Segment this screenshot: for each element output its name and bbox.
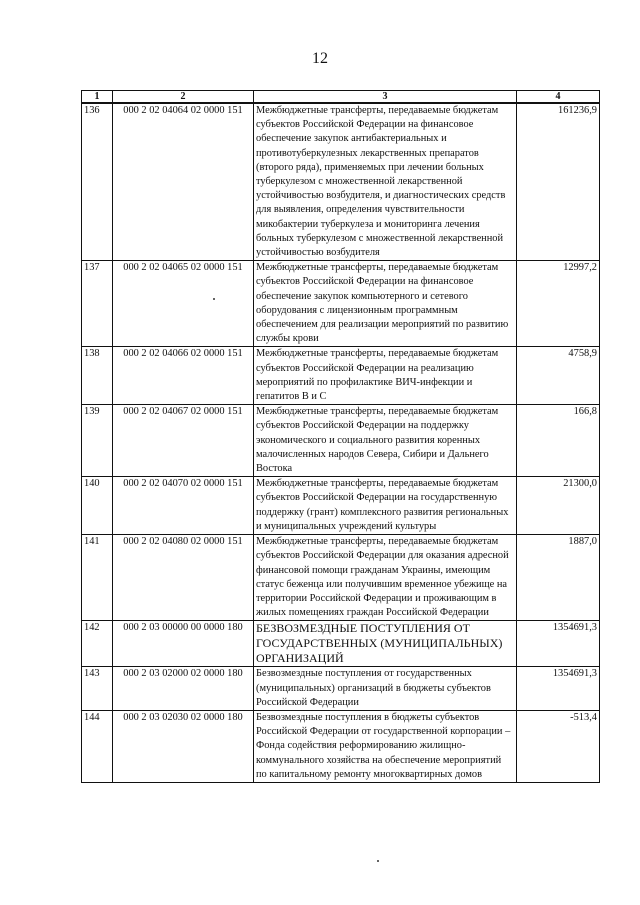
table-row: [82, 405, 600, 477]
budget-code: 000 2 02 04064 02 0000 151: [113, 103, 254, 261]
amount-value: 4758,9: [517, 347, 600, 405]
row-number: 140: [82, 477, 113, 535]
row-number: 138: [82, 347, 113, 405]
amount-value: 1887,0: [517, 535, 600, 621]
budget-code: 000 2 02 04080 02 0000 151: [113, 535, 254, 621]
row-number: 136: [82, 103, 113, 261]
budget-code: 000 2 02 04070 02 0000 151: [113, 477, 254, 535]
amount-value: -513,4: [517, 710, 600, 782]
row-number: 137: [82, 261, 113, 347]
row-number: 141: [82, 535, 113, 621]
amount-value: 12997,2: [517, 261, 600, 347]
table-row: [82, 261, 600, 347]
table-row: [82, 103, 600, 261]
amount-value: 1354691,3: [517, 621, 600, 667]
revenue-name: Межбюджетные трансферты, передаваемые бюджетам субъектов Российской Федерации для оказания адресной финансовой помощи гражданам Украины, имеющим статус беженца или получившим временное убежище на территории Российской Федерации и проживающим в жилых помещениях граждан Российской Федерации: [254, 535, 517, 621]
table-row: [82, 621, 600, 667]
table-row: [82, 347, 600, 405]
budget-code: 000 2 03 02030 02 0000 180: [113, 710, 254, 782]
revenue-name: Межбюджетные трансферты, передаваемые бюджетам субъектов Российской Федерации на финансовое обеспечение закупок антибактериальных и противотуберкулезных лекарственных препаратов (второго ряда), применяемых при лечении больных туберкулезом с множественной лекарственной устойчивостью возбудителя, и диагностических средств для выявления, определения чувствительности микобактерии туберкулеза и мониторинга лечения больных туберкулезом с множественной лекарственной устойчивостью возбудителя: [254, 103, 517, 261]
table-row: [82, 477, 600, 535]
revenue-name: БЕЗВОЗМЕЗДНЫЕ ПОСТУПЛЕНИЯ ОТ ГОСУДАРСТВЕННЫХ (МУНИЦИПАЛЬНЫХ) ОРГАНИЗАЦИЙ: [254, 621, 517, 667]
budget-revenue-table: [81, 90, 600, 783]
row-number: 144: [82, 710, 113, 782]
amount-value: 161236,9: [517, 103, 600, 261]
revenue-name: Межбюджетные трансферты, передаваемые бюджетам субъектов Российской Федерации на государственную поддержку (грант) комплексного развития региональных и муниципальных учреждений культуры: [254, 477, 517, 535]
row-number: 143: [82, 667, 113, 711]
amount-value: 21300,0: [517, 477, 600, 535]
page-number: 12: [312, 50, 328, 67]
amount-value: 166,8: [517, 405, 600, 477]
scan-speck: [377, 860, 379, 862]
column-header-number: 1: [82, 91, 113, 104]
table-header: [82, 91, 600, 104]
revenue-name: Межбюджетные трансферты, передаваемые бюджетам субъектов Российской Федерации на реализацию мероприятий по профилактике ВИЧ-инфекции и гепатитов В и С: [254, 347, 517, 405]
column-header-code: 2: [113, 91, 254, 104]
revenue-name: Безвозмездные поступления в бюджеты субъектов Российской Федерации от государственной корпорации – Фонда содействия реформированию жилищно-коммунального хозяйства на обеспечение мероприятий по капитальному ремонту многоквартирных домов: [254, 710, 517, 782]
table-row: [82, 535, 600, 621]
budget-code: 000 2 02 04066 02 0000 151: [113, 347, 254, 405]
column-header-amount: 4: [517, 91, 600, 104]
row-number: 142: [82, 621, 113, 667]
revenue-name: Межбюджетные трансферты, передаваемые бюджетам субъектов Российской Федерации на поддержку экономического и социального развития коренных малочисленных народов Севера, Сибири и Дальнего Востока: [254, 405, 517, 477]
budget-code: 000 2 02 04067 02 0000 151: [113, 405, 254, 477]
revenue-name: Межбюджетные трансферты, передаваемые бюджетам субъектов Российской Федерации на финансовое обеспечение закупок компьютерного и сетевого оборудования с лицензионным программным обеспечением для реализации мероприятий по развитию службы крови: [254, 261, 517, 347]
budget-code: 000 2 03 00000 00 0000 180: [113, 621, 254, 667]
budget-code: 000 2 03 02000 02 0000 180: [113, 667, 254, 711]
amount-value: 1354691,3: [517, 667, 600, 711]
table-row: [82, 667, 600, 711]
header-row: [82, 91, 600, 104]
row-number: 139: [82, 405, 113, 477]
budget-code: 000 2 02 04065 02 0000 151: [113, 261, 254, 347]
column-header-name: 3: [254, 91, 517, 104]
table-row: [82, 710, 600, 782]
revenue-name: Безвозмездные поступления от государственных (муниципальных) организаций в бюджеты субъектов Российской Федерации: [254, 667, 517, 711]
table-body: [82, 103, 600, 782]
scan-speck: [213, 298, 215, 300]
